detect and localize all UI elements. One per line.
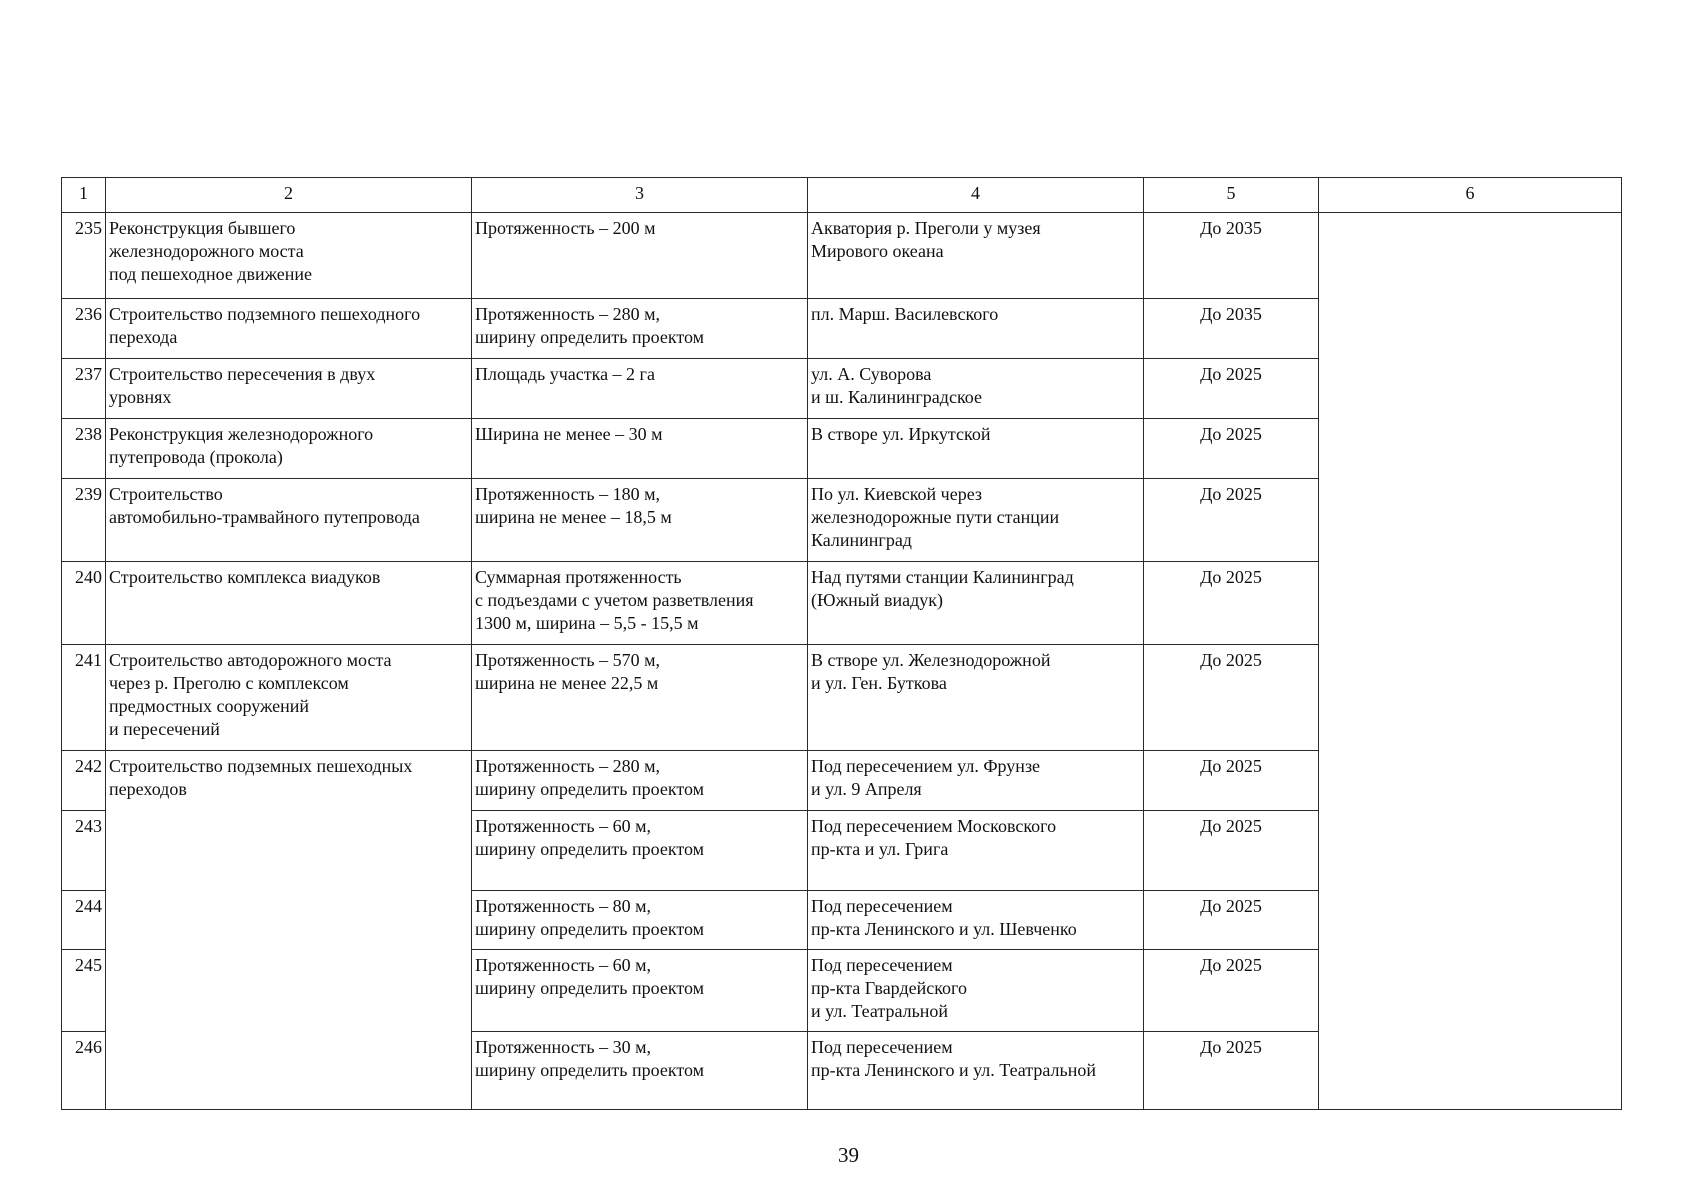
object-name: Реконструкция бывшего железнодорожного моста под пешеходное движение [106, 213, 472, 299]
object-location: пл. Марш. Василевского [808, 299, 1144, 359]
row-number: 245 [62, 950, 106, 1032]
implementation-term: До 2025 [1144, 479, 1319, 562]
object-parameters: Протяженность – 280 м, ширину определить проектом [472, 751, 808, 811]
row-number: 235 [62, 213, 106, 299]
object-location: Под пересечением пр-кта Ленинского и ул. Шевченко [808, 891, 1144, 950]
object-location: Над путями станции Калининград (Южный виадук) [808, 562, 1144, 645]
column-header-6: 6 [1319, 178, 1622, 213]
object-parameters: Протяженность – 280 м, ширину определить проектом [472, 299, 808, 359]
object-parameters: Протяженность – 80 м, ширину определить проектом [472, 891, 808, 950]
object-location: В створе ул. Иркутской [808, 419, 1144, 479]
row-number: 239 [62, 479, 106, 562]
implementation-term: До 2025 [1144, 645, 1319, 751]
object-location: Под пересечением пр-кта Гвардейского и ул. Театральной [808, 950, 1144, 1032]
page-number: 39 [838, 1143, 859, 1167]
implementation-term: До 2025 [1144, 891, 1319, 950]
implementation-term: До 2025 [1144, 359, 1319, 419]
object-location: Под пересечением Московского пр-кта и ул. Грига [808, 811, 1144, 891]
column-header-4: 4 [808, 178, 1144, 213]
table-header-row [62, 178, 1622, 213]
object-location: Акватория р. Преголи у музея Мирового океана [808, 213, 1144, 299]
implementation-term: До 2025 [1144, 1032, 1319, 1110]
object-location: По ул. Киевской через железнодорожные пути станции Калининград [808, 479, 1144, 562]
column-header-2: 2 [106, 178, 472, 213]
row-number: 236 [62, 299, 106, 359]
object-parameters: Протяженность – 30 м, ширину определить проектом [472, 1032, 808, 1110]
object-name: Строительство пересечения в двух уровнях [106, 359, 472, 419]
row-number: 244 [62, 891, 106, 950]
object-name: Строительство комплекса виадуков [106, 562, 472, 645]
object-name: Строительство подземного пешеходного перехода [106, 299, 472, 359]
object-parameters: Площадь участка – 2 га [472, 359, 808, 419]
row-number: 240 [62, 562, 106, 645]
object-name: Строительство автомобильно-трамвайного путепровода [106, 479, 472, 562]
implementation-term: До 2025 [1144, 751, 1319, 811]
column-header-1: 1 [62, 178, 106, 213]
object-location: ул. А. Суворова и ш. Калининградское [808, 359, 1144, 419]
implementation-term: До 2035 [1144, 213, 1319, 299]
row-number: 237 [62, 359, 106, 419]
implementation-term: До 2035 [1144, 299, 1319, 359]
object-parameters: Протяженность – 200 м [472, 213, 808, 299]
object-parameters: Протяженность – 570 м, ширина не менее 22,5 м [472, 645, 808, 751]
row-number: 246 [62, 1032, 106, 1110]
object-location: Под пересечением пр-кта Ленинского и ул. Театральной [808, 1032, 1144, 1110]
object-location: Под пересечением ул. Фрунзе и ул. 9 Апреля [808, 751, 1144, 811]
implementation-term: До 2025 [1144, 950, 1319, 1032]
object-parameters: Протяженность – 180 м, ширина не менее – 18,5 м [472, 479, 808, 562]
row-number: 241 [62, 645, 106, 751]
object-parameters: Суммарная протяженность с подъездами с учетом разветвления 1300 м, ширина – 5,5 - 15,5 м [472, 562, 808, 645]
implementation-term: До 2025 [1144, 419, 1319, 479]
row-number: 242 [62, 751, 106, 811]
object-parameters: Ширина не менее – 30 м [472, 419, 808, 479]
implementation-term: До 2025 [1144, 811, 1319, 891]
column-header-5: 5 [1144, 178, 1319, 213]
object-name: Реконструкция железнодорожного путепровода (прокола) [106, 419, 472, 479]
table-row [62, 213, 1622, 299]
column-header-3: 3 [472, 178, 808, 213]
column-6-empty-cell [1319, 213, 1622, 1110]
object-name: Строительство автодорожного моста через р. Преголю с комплексом предмостных сооружений и пересечений [106, 645, 472, 751]
object-parameters: Протяженность – 60 м, ширину определить проектом [472, 811, 808, 891]
implementation-term: До 2025 [1144, 562, 1319, 645]
row-number: 243 [62, 811, 106, 891]
row-number: 238 [62, 419, 106, 479]
object-name: Строительство подземных пешеходных переходов [106, 751, 472, 1110]
planned-objects-table [61, 177, 1622, 1110]
object-parameters: Протяженность – 60 м, ширину определить проектом [472, 950, 808, 1032]
object-location: В створе ул. Железнодорожной и ул. Ген. Буткова [808, 645, 1144, 751]
